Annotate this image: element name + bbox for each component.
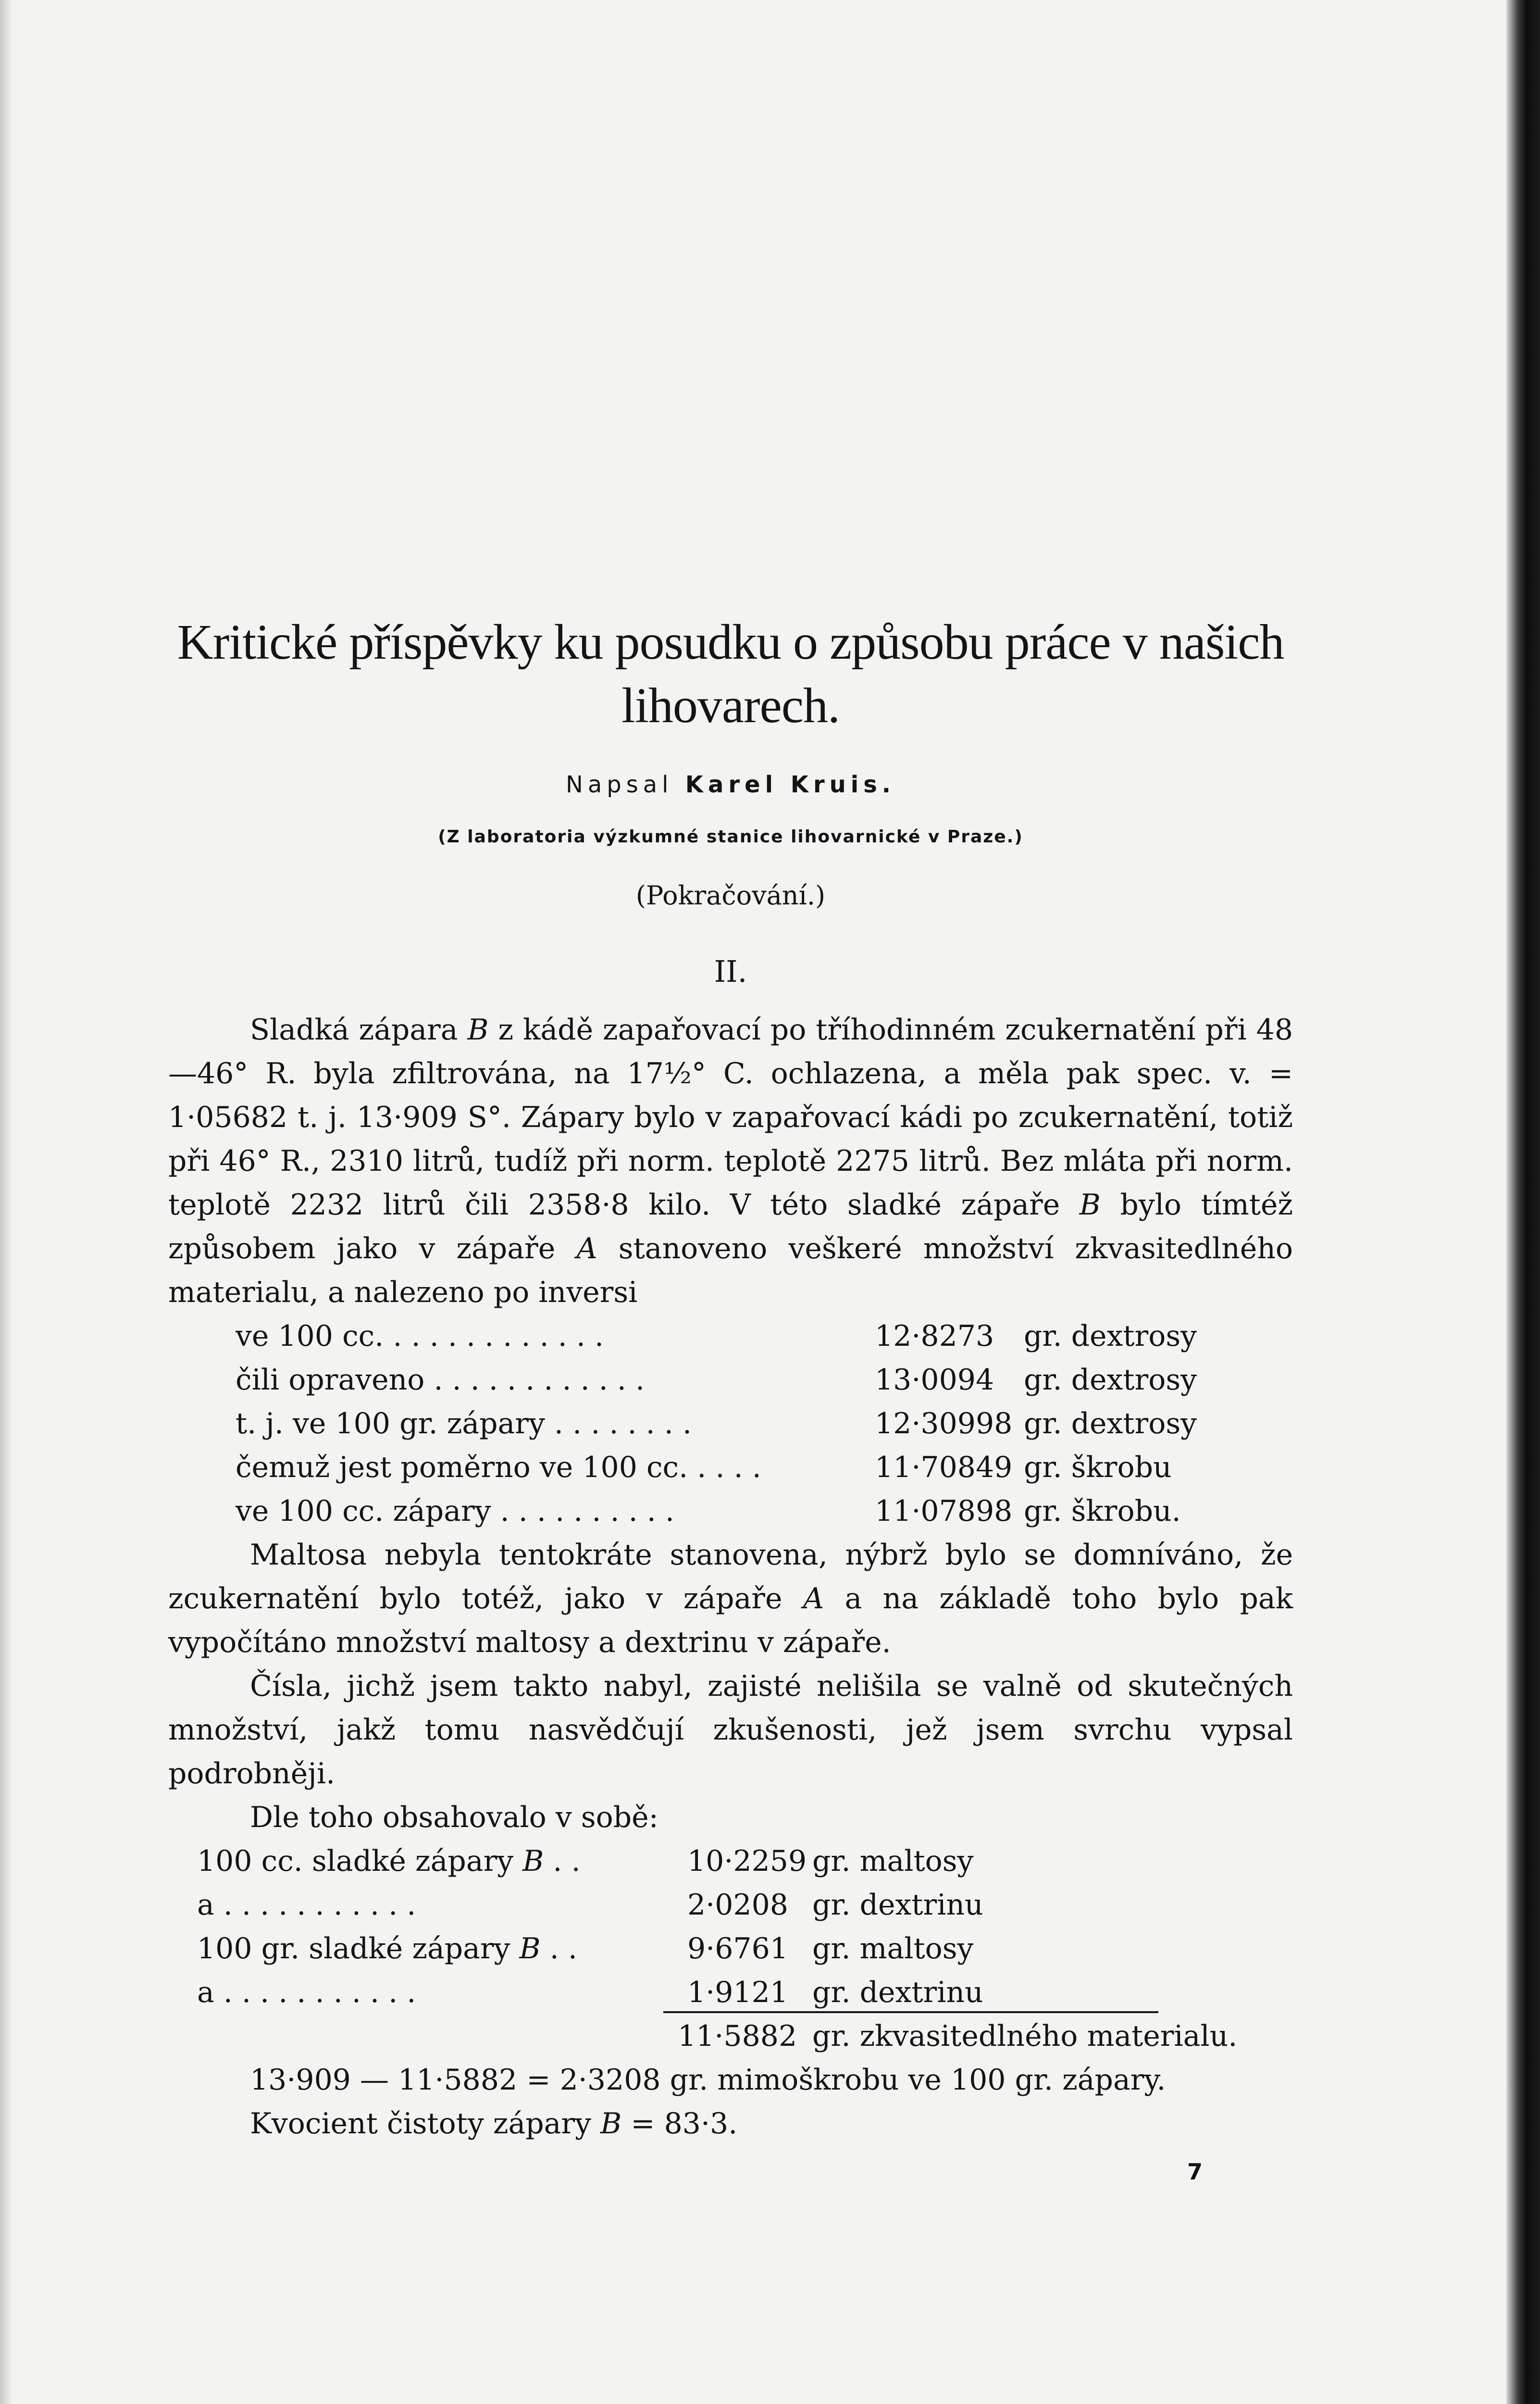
- measurement-label: t. j. ve 100 gr. zápary . . . . . . . .: [236, 1407, 692, 1440]
- affiliation: (Z laboratoria výzkumné stanice lihovarnické v Praze.): [438, 827, 1023, 847]
- measurement-row: [168, 1402, 1293, 1446]
- content-label: a . . . . . . . . . . .: [197, 1976, 416, 2009]
- sum-row: [168, 2015, 1293, 2058]
- maltose-text-1: Maltosa nebyla tentokráte stanovena, nýbrž bylo se domníváno, že zcukernatění bylo totéž, jako v zápaře: [168, 1538, 1293, 1615]
- variable-a: A: [803, 1582, 824, 1615]
- measurement-value: 12·30998: [875, 1407, 1013, 1440]
- measurement-value: 11·07898: [875, 1494, 1013, 1528]
- content-value: 2·0208: [687, 1888, 788, 1922]
- measurement-label: čili opraveno . . . . . . . . . . . .: [236, 1363, 645, 1397]
- numbers-paragraph: Čísla, jichž jsem takto nabyl, zajisté nelišila se valně od skutečných množství, jakž tomu nasvědčují zkušenosti, jež jsem svrchu vypsal podrobněji.: [168, 1669, 1293, 1790]
- measurement-label: ve 100 cc. . . . . . . . . . . . .: [236, 1319, 604, 1353]
- article-title: [168, 611, 1293, 738]
- content-row: [168, 1971, 1293, 2015]
- content-unit: gr. dextrinu: [812, 1888, 983, 1922]
- content-label: 100 gr. sladké zápary B . .: [197, 1932, 577, 1966]
- measurement-row: [168, 1358, 1293, 1402]
- content-row: [168, 1840, 1293, 1883]
- variable-b: B: [600, 2107, 622, 2141]
- content-value: 10·2259: [687, 1844, 807, 1878]
- measurement-label: ve 100 cc. zápary . . . . . . . . . .: [236, 1494, 675, 1528]
- sum-unit: gr. zkvasitedlného materialu.: [812, 2019, 1238, 2053]
- variable-b: B: [467, 1013, 489, 1047]
- measurement-row: [168, 1315, 1293, 1358]
- maltose-paragraph: [168, 1533, 1293, 1665]
- title-line-2: lihovarech.: [621, 678, 840, 733]
- content-row: [168, 1883, 1293, 1927]
- content-row: [168, 1927, 1293, 1971]
- measurement-unit: gr. škrobu: [1024, 1451, 1172, 1484]
- measurement-unit: gr. dextrosy: [1024, 1363, 1197, 1397]
- contains-line: Dle toho obsahovalo v sobě:: [250, 1801, 658, 1834]
- content-unit: gr. dextrinu: [812, 1976, 983, 2009]
- measurement-value: 12·8273: [875, 1319, 994, 1353]
- content-label: a . . . . . . . . . . .: [197, 1888, 416, 1922]
- measurement-row: [168, 1446, 1293, 1490]
- measurement-unit: gr. dextrosy: [1024, 1407, 1197, 1440]
- measurement-row: [168, 1490, 1293, 1533]
- content-unit: gr. maltosy: [812, 1844, 974, 1878]
- measurement-value: 13·0094: [875, 1363, 994, 1397]
- intro-text-3: bylo tímtéž způsobem jako v zápaře: [168, 1188, 1293, 1265]
- contents-table: [168, 1840, 1293, 2058]
- continuation-note: (Pokračování.): [635, 880, 826, 911]
- content-value: 1·9121: [687, 1976, 788, 2009]
- author-line: [168, 771, 1293, 798]
- purity-quotient: Kvocient čistoty zápary B = 83·3.: [250, 2107, 738, 2141]
- sum-value: 11·5882: [678, 2019, 797, 2053]
- sum-underline: [663, 2011, 1158, 2013]
- measurement-label: čemuž jest poměrno ve 100 cc. . . . .: [236, 1451, 761, 1484]
- variable-b: B: [522, 1844, 544, 1878]
- author-name: Karel Kruis.: [685, 771, 896, 798]
- intro-text-1: Sladká zápara: [250, 1013, 468, 1047]
- content-unit: gr. maltosy: [812, 1932, 974, 1966]
- measurement-unit: gr. dextrosy: [1024, 1319, 1197, 1353]
- variable-a: A: [576, 1232, 597, 1265]
- content-label: 100 cc. sladké zápary B . .: [197, 1844, 581, 1878]
- variable-b: B: [1079, 1188, 1101, 1222]
- measurements-table: [168, 1315, 1293, 1533]
- article: [168, 611, 1293, 2146]
- maltose-text-2: a na základě toho bylo pak vypočítáno množství maltosy a dextrinu v zápaře.: [168, 1582, 1293, 1659]
- page-number: 7: [1187, 2159, 1203, 2185]
- title-line-1: Kritické příspěvky ku posudku o způsobu práce v našich: [177, 614, 1284, 670]
- author-prefix: Napsal: [565, 771, 673, 798]
- intro-paragraph: [168, 1008, 1293, 1315]
- intro-text-2: z kádě zapařovací po tříhodinném zcukernatění při 48—46° R. byla zfiltrována, na 17½° C. ochlazena, a měla pak spec. v. = 1·05682 t. j. 13·909 S°. Zápary bylo v zapařovací kádi po zcukernatění, totiž při 46° R., 2310 litrů, tudíž při norm. teplotě 2275 litrů. Bez mláta při norm. teplotě 2232 litrů čili 2358·8 kilo. V této sladké zápaře: [168, 1013, 1293, 1222]
- measurement-value: 11·70849: [875, 1451, 1013, 1484]
- page-left-edge: [0, 0, 12, 2404]
- intro-text-4: stanoveno veškeré množství zkvasitedlného materialu, a nalezeno po inversi: [168, 1232, 1293, 1309]
- page-binding-edge: [1506, 0, 1540, 2404]
- content-value: 9·6761: [687, 1932, 788, 1966]
- variable-b: B: [519, 1932, 541, 1966]
- section-heading: II.: [714, 954, 747, 989]
- measurement-unit: gr. škrobu.: [1024, 1494, 1181, 1528]
- final-equation: 13·909 — 11·5882 = 2·3208 gr. mimoškrobu ve 100 gr. zápary.: [250, 2063, 1166, 2097]
